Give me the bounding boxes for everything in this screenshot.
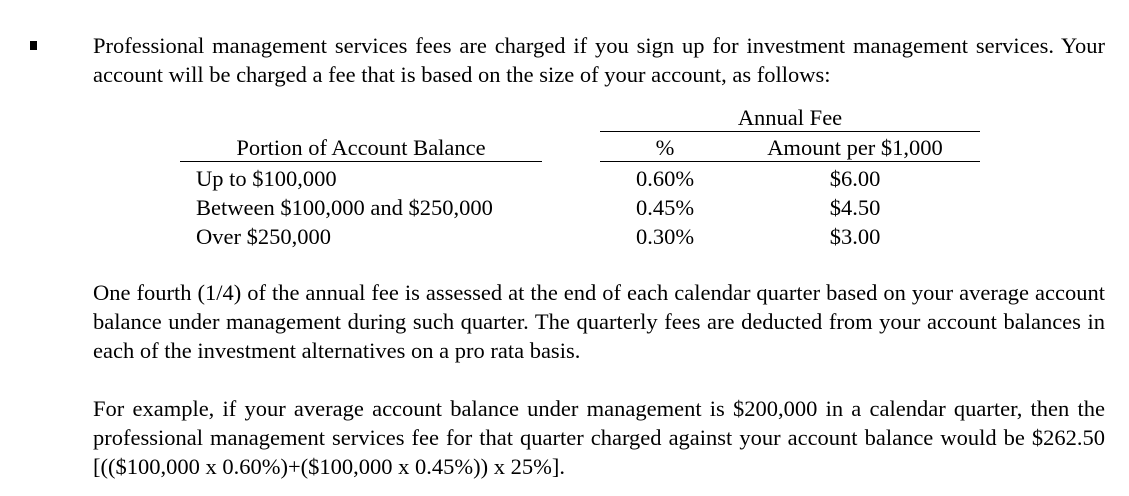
quarterly-fee-paragraph: One fourth (1/4) of the annual fee is assessed at the end of each calendar quarter based on your average account balance under management during such quarter. The quarterly fees are deducted from your account balances in each of the investment alternatives on a pro rata basis.: [93, 280, 1105, 363]
portion-header-rule: [180, 161, 542, 162]
table-row-percent: 0.30%: [636, 224, 695, 249]
table-row-portion: Up to $100,000: [196, 166, 337, 191]
annual-fee-header: Annual Fee: [737, 105, 843, 130]
table-row-portion: Over $250,000: [196, 224, 331, 249]
column-header-percent: %: [655, 135, 675, 160]
table-row-amount: $3.00: [829, 224, 881, 249]
table-row-percent: 0.45%: [636, 195, 695, 220]
fee-header-rule: [600, 161, 980, 162]
table-row-percent: 0.60%: [636, 166, 695, 191]
column-header-portion: Portion of Account Balance: [236, 135, 486, 160]
table-row-amount: $6.00: [829, 166, 881, 191]
column-header-amount: Amount per $1,000: [767, 135, 943, 160]
table-row-portion: Between $100,000 and $250,000: [196, 195, 493, 220]
intro-paragraph: Professional management services fees are charged if you sign up for investment management services. Your account will be charged a fee that is based on the size of your account, as follows:: [93, 33, 1105, 87]
annual-fee-rule: [600, 131, 980, 132]
table-row-amount: $4.50: [829, 195, 881, 220]
example-paragraph: For example, if your average account balance under management is $200,000 in a calendar quarter, then the professional management services fee for that quarter charged against your account balance would be $262.50 [(($100,000 x 0.60%)+($100,000 x 0.45%)) x 25%].: [93, 396, 1105, 479]
